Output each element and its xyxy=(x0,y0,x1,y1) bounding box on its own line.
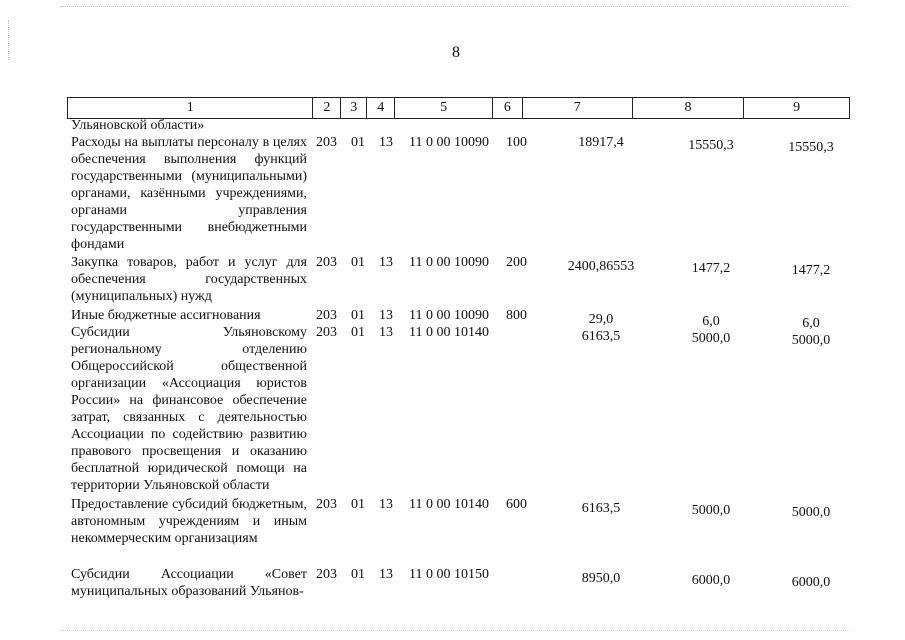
row-section: 01 xyxy=(351,135,365,150)
header-col-3: 3 xyxy=(340,98,366,118)
header-col-9: 9 xyxy=(743,98,849,118)
row-amount-col7: 6163,5 xyxy=(581,501,621,516)
row-target-article: 11 0 00 10150 xyxy=(409,567,489,582)
row-subsection: 13 xyxy=(379,497,393,512)
row-amount-col7: 8950,0 xyxy=(581,571,621,586)
row-name: Ульяновской области» xyxy=(71,118,205,133)
row-amount-col7: 2400,86553 xyxy=(567,259,635,274)
header-col-2: 2 xyxy=(312,98,340,118)
header-col-6: 6 xyxy=(492,98,522,118)
header-col-7: 7 xyxy=(522,98,632,118)
header-col-4: 4 xyxy=(366,98,394,118)
row-expense-type: 100 xyxy=(506,135,527,150)
header-col-8: 8 xyxy=(632,98,744,118)
row-subsection: 13 xyxy=(379,135,393,150)
row-amount-col8: 1477,2 xyxy=(691,261,731,276)
row-amount-col9: 15550,3 xyxy=(788,140,834,155)
row-subsection: 13 xyxy=(379,308,393,323)
row-section: 01 xyxy=(351,567,365,582)
row-name: Закупка товаров, работ и услуг для обеспечения государственных (муниципальных) нужд xyxy=(71,255,307,304)
page-number: 8 xyxy=(452,44,460,61)
row-target-article: 11 0 00 10090 xyxy=(409,308,489,323)
row-section: 01 xyxy=(351,308,365,323)
header-col-5: 5 xyxy=(394,98,492,118)
row-admin-code: 203 xyxy=(316,135,337,150)
row-name: Иные бюджетные ассигнования xyxy=(71,308,261,323)
scan-margin-mark xyxy=(8,20,10,60)
row-amount-col7: 6163,5 xyxy=(581,329,621,344)
row-subsection: 13 xyxy=(379,567,393,582)
row-amount-col9: 5000,0 xyxy=(791,333,831,348)
row-name: Субсидии Ассоциации «Совет муниципальных образований Ульянов- xyxy=(71,567,307,599)
scan-edge-bottom xyxy=(60,630,850,632)
row-amount-col9: 6,0 xyxy=(802,316,820,331)
row-admin-code: 203 xyxy=(316,325,337,340)
row-amount-col8: 15550,3 xyxy=(688,138,734,153)
row-expense-type: 800 xyxy=(506,308,527,323)
row-amount-col9: 1477,2 xyxy=(791,263,831,278)
row-amount-col8: 5000,0 xyxy=(691,331,731,346)
row-name: Расходы на выплаты персоналу в целях обеспечения выполнения функций государственными (муниципальными) органами, казёнными учреждениями, органами управления государственными внебюджетными фондами xyxy=(71,135,307,252)
row-expense-type: 200 xyxy=(506,255,527,270)
row-target-article: 11 0 00 10140 xyxy=(409,497,489,512)
row-section: 01 xyxy=(351,497,365,512)
row-amount-col9: 6000,0 xyxy=(791,575,831,590)
row-section: 01 xyxy=(351,325,365,340)
row-expense-type: 600 xyxy=(506,497,527,512)
row-name: Предоставление субсидий бюджетным, автономным учреждениям и иным некоммерческим организациям xyxy=(71,497,307,546)
row-admin-code: 203 xyxy=(316,308,337,323)
table-header-row xyxy=(67,97,850,119)
row-amount-col9: 5000,0 xyxy=(791,505,831,520)
row-admin-code: 203 xyxy=(316,497,337,512)
row-admin-code: 203 xyxy=(316,255,337,270)
row-target-article: 11 0 00 10090 xyxy=(409,255,489,270)
scan-edge-top xyxy=(60,6,850,8)
header-col-1: 1 xyxy=(186,100,194,115)
row-amount-col8: 5000,0 xyxy=(691,503,731,518)
row-target-article: 11 0 00 10140 xyxy=(409,325,489,340)
row-amount-col8: 6,0 xyxy=(702,314,720,329)
row-admin-code: 203 xyxy=(316,567,337,582)
row-amount-col7: 29,0 xyxy=(588,312,614,327)
row-section: 01 xyxy=(351,255,365,270)
row-subsection: 13 xyxy=(379,255,393,270)
row-amount-col7: 18917,4 xyxy=(578,135,624,150)
row-target-article: 11 0 00 10090 xyxy=(409,135,489,150)
row-amount-col8: 6000,0 xyxy=(691,573,731,588)
row-name: Субсидии Ульяновскому региональному отделению Общероссийской общественной организации «Ассоциация юристов России» на финансовое обеспечение затрат, связанных с деятельностью Ассоциации по содействию развитию правового просвещения и оказанию бесплатной юридической помощи на территории Ульяновской области xyxy=(71,325,307,493)
row-subsection: 13 xyxy=(379,325,393,340)
